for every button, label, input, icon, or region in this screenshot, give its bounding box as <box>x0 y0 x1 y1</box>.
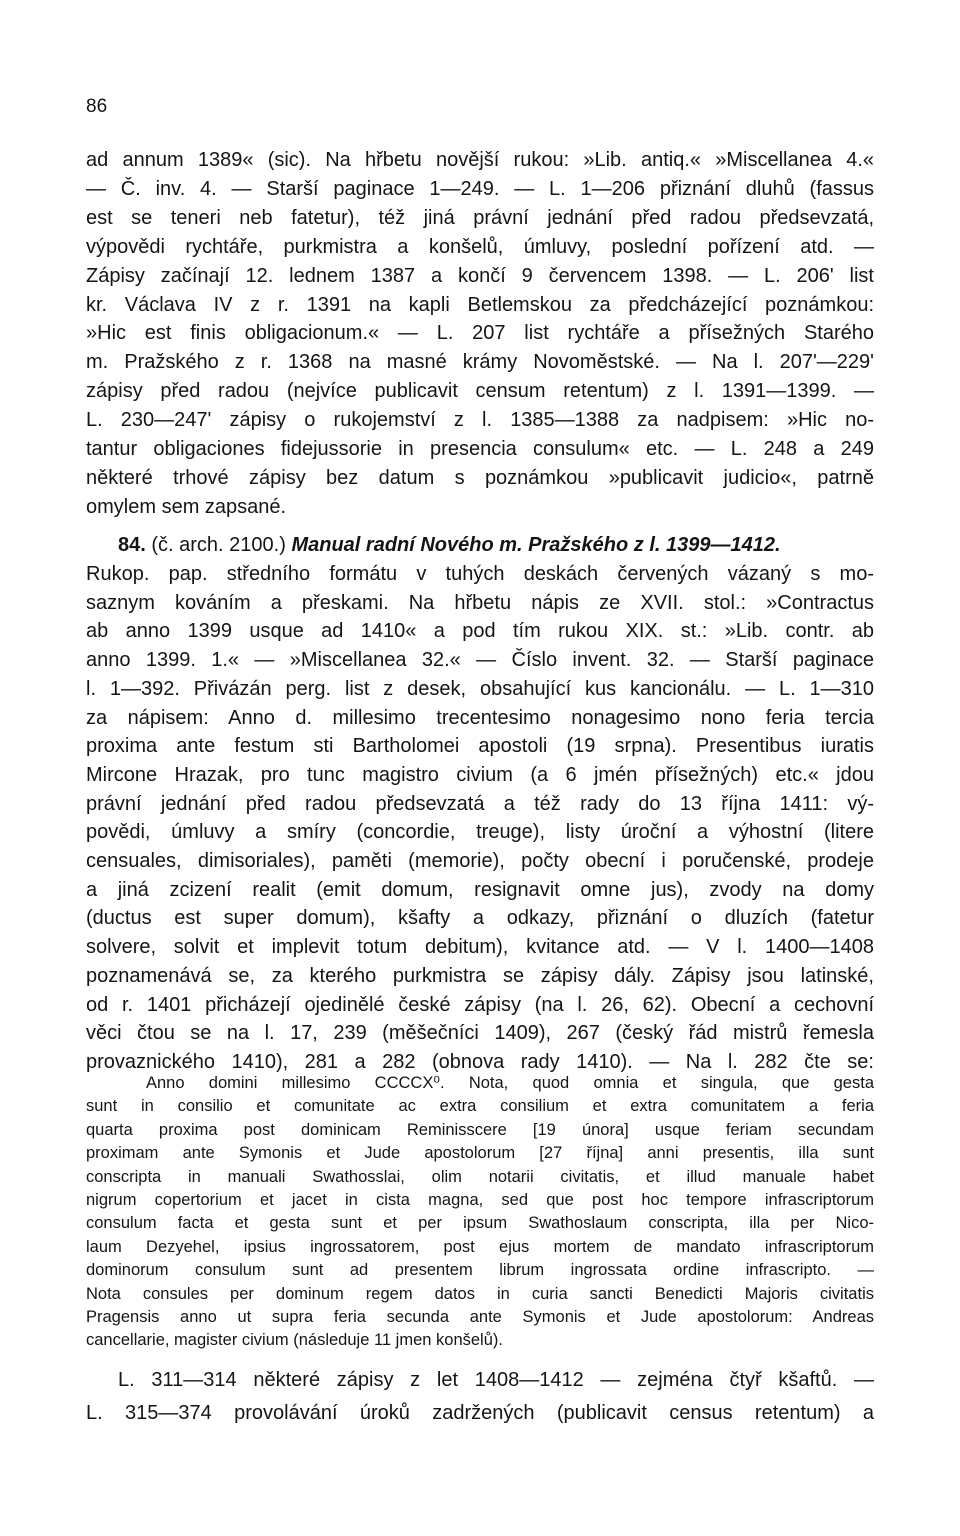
text-line: za nápisem: Anno d. millesimo trecentesimo nonagesimo nono feria tercia <box>86 706 874 729</box>
text-line: L. 315—374 provolávání úroků zadržených (publicavit census retentum) a <box>86 1402 874 1424</box>
text-line: právní jednání před radou předsevzatá a též rady do 13 října 1411: vý- <box>86 792 874 815</box>
text-line: l. 1—392. Přivázán perg. list z desek, obsahující kus kancionálu. — L. 1—310 <box>86 677 874 700</box>
text-line: od r. 1401 přicházejí ojedinělé české zápisy (na l. 26, 62). Obecní a cechovní <box>86 993 874 1016</box>
text-line: kr. Václava IV z r. 1391 na kapli Betlemskou za předcházející poznámkou: <box>86 293 874 316</box>
page-number: 86 <box>86 96 108 117</box>
text-line: L. 230—247' zápisy o rukojemství z l. 1385—1388 za nadpisem: »Hic no- <box>86 409 874 432</box>
text-line: poznamenává se, za kterého purkmistra se zápisy dály. Zápisy jsou latinské, <box>86 964 874 987</box>
text-line: conscripta in manuali Swathosslai, olim notarii civitatis, et illud manuale habet <box>86 1167 874 1186</box>
text-line: věci čtou se na l. 17, 239 (měšečníci 1409), 267 (český řád mistrů řemesla <box>86 1022 874 1045</box>
text-line: anno 1399. 1.« — »Miscellanea 32.« — Číslo invent. 32. — Starší paginace <box>86 649 874 672</box>
text-line: — Č. inv. 4. — Starší paginace 1—249. — L. 1—206 přiznání dluhů (fassus <box>86 177 874 200</box>
text-line: omylem sem zapsané. <box>86 495 287 518</box>
text-line: sunt in consilio et comunitate ac extra consilium et extra comunitatem a feria <box>86 1097 874 1116</box>
text-line: »Hic est finis obligacionum.« — L. 207 list rychtáře a přísežných Starého <box>86 322 874 345</box>
entry-title: Manual radní Nového m. Pražského z l. 1399—1412. <box>291 534 781 556</box>
text-line: L. 311—314 některé zápisy z let 1408—1412 — zejména čtyř kšaftů. — <box>118 1369 874 1391</box>
text-line: Anno domini millesimo CCCCX⁰. Nota, quod omnia et singula, que gesta <box>146 1074 874 1092</box>
archive-reference: (č. arch. 2100.) <box>151 534 286 556</box>
text-line: censuales, dimisoriales), paměti (memorie), počty obecní i poručenské, prodeje <box>86 850 874 872</box>
text-line: cancellarie, magister civium (následuje 11 jmen konšelů). <box>86 1331 503 1350</box>
text-line: dominorum consulum sunt ad presentem librum ingrossata ordine infrascripto. — <box>86 1261 874 1280</box>
text-line: solvere, solvit et implevit totum debitum), kvitance atd. — V l. 1400—1408 <box>86 936 874 959</box>
text-line: výpovědi rychtáře, purkmistra a konšelů, úmluvy, poslední pořízení atd. — <box>86 235 874 258</box>
entry-number: 84. <box>118 534 146 556</box>
text-line: zápisy před radou (nejvíce publicavit censum retentum) z l. 1391—1399. — <box>86 380 874 403</box>
text-line: Rukop. pap. středního formátu v tuhých deskách červených vázaný s mo- <box>86 563 874 585</box>
text-line: některé trhové zápisy bez datum s poznámkou »publicavit judicio«, patrně <box>86 466 874 489</box>
entry-84-heading <box>118 531 874 559</box>
text-line: a jiná zcizení realit (emit domum, resignavit omne jus), zvody na domy <box>86 878 874 901</box>
text-line: consulum facta et gesta sunt et per ipsum Swathoslaum conscripta, illa per Nico- <box>86 1214 874 1233</box>
text-line: saznym kováním a přeskami. Na hřbetu nápis ze XVII. stol.: »Contractus <box>86 591 874 614</box>
text-line: ad annum 1389« (sic). Na hřbetu novější rukou: »Lib. antiq.« »Miscellanea 4.« <box>86 149 874 171</box>
text-line: ab anno 1399 usque ad 1410« a pod tím rukou XIX. st.: »Lib. contr. ab <box>86 620 874 643</box>
text-line: proximam ante Symonis et Jude apostolorum [27 října] anni presentis, illa sunt <box>86 1144 874 1163</box>
text-line: Mircone Hrazak, pro tunc magistro civium (a 6 jmén přísežných) etc.« jdou <box>86 763 874 786</box>
text-line: tantur obligaciones fidejussorie in presencia consulum« etc. — L. 248 a 249 <box>86 438 874 460</box>
text-line: proxima ante festum sti Bartholomei apostoli (19 srpna). Presentibus iuratis <box>86 735 874 758</box>
text-line: quarta proxima post dominicam Reminisscere [19 února] usque feriam secundam <box>86 1120 874 1139</box>
text-line: Zápisy začínají 12. lednem 1387 a končí 9 červencem 1398. — L. 206' list <box>86 264 874 287</box>
text-line: povědi, úmluvy a smíry (concordie, treuge), listy úroční a výhostní (litere <box>86 821 874 844</box>
text-line: Nota consules per dominum regem datos in curia sancti Benedicti Majoris civitatis <box>86 1284 874 1303</box>
text-line: nigrum copertorium et jacet in cista magna, sed que post hoc tempore infrascriptorum <box>86 1191 874 1209</box>
text-line: provaznického 1410), 281 a 282 (obnova rady 1410). — Na l. 282 čte se: <box>86 1050 874 1073</box>
text-line: laum Dezyehel, ipsius ingrossatorem, post ejus mortem de mandato infrascriptorum <box>86 1237 874 1256</box>
text-line: est se teneri neb fatetur), též jiná právní jednání před radou předsevzatá, <box>86 206 874 229</box>
text-line: m. Pražského z r. 1368 na masné krámy Novoměstské. — Na l. 207'—229' <box>86 351 874 374</box>
text-line: (ductus est super domum), kšafty a odkazy, přiznání o dluzích (fatetur <box>86 907 874 930</box>
text-line: Pragensis anno ut supra feria secunda ante Symonis et Jude apostolorum: Andreas <box>86 1308 874 1326</box>
